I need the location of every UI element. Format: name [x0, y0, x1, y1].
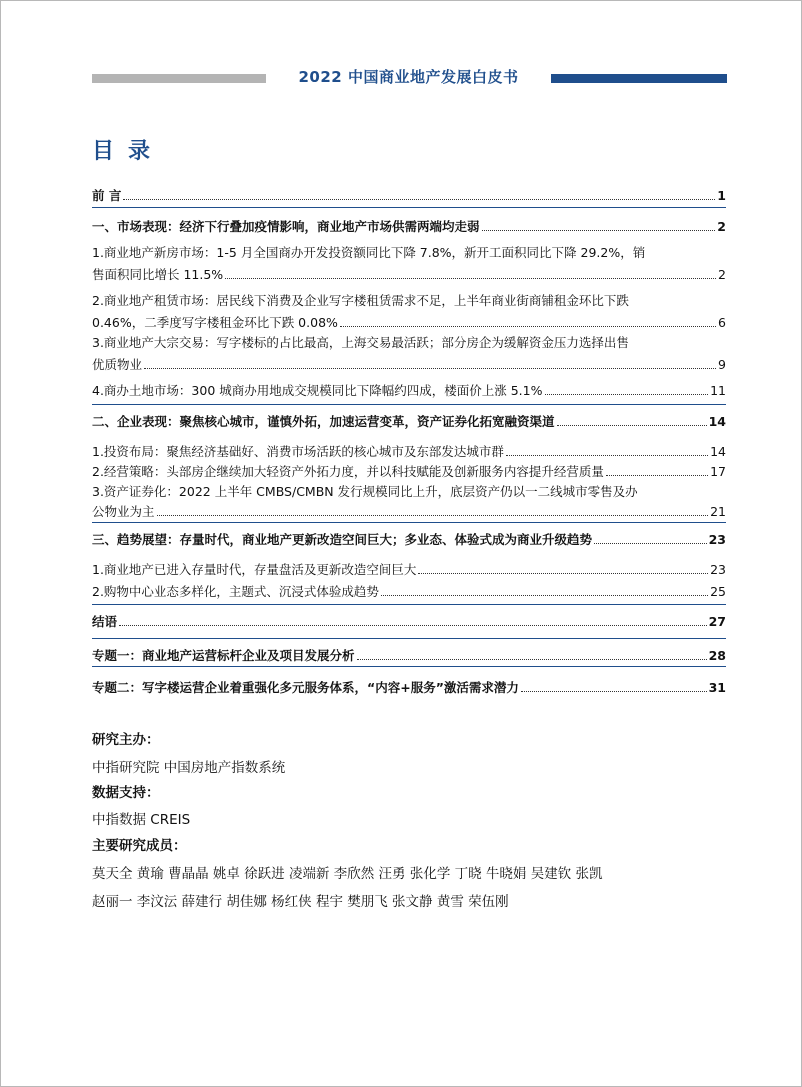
toc-entry-label: 专题一：商业地产运营标杆企业及项目发展分析	[92, 648, 355, 663]
header-gray-bar	[92, 74, 266, 83]
page-header	[0, 0, 802, 100]
toc-entry-label: 0.46%，二季度写字楼租金环比下跌 0.08%	[92, 315, 338, 330]
toc-entry-2-1[interactable]	[92, 438, 726, 460]
toc-entry-page: 28	[708, 648, 726, 663]
dot-leader	[225, 278, 716, 279]
host-label: 研究主办：	[92, 732, 160, 748]
toc-section-topic-1	[92, 638, 726, 667]
toc-entry-page: 2	[718, 267, 726, 282]
toc-entry-label: 一、市场表现：经济下行叠加疫情影响，商业地产市场供需两端均走弱	[92, 219, 480, 234]
toc-entry-label: 2.购物中心业态多样化，主题式、沉浸式体验成趋势	[92, 584, 379, 599]
dot-leader	[157, 515, 709, 516]
toc-entry-page: 23	[710, 562, 726, 577]
toc-entry-page: 21	[710, 504, 726, 519]
toc-entry-page: 23	[708, 532, 726, 547]
toc-entry-label: 三、趋势展望：存量时代，商业地产更新改造空间巨大；多业态、体验式成为商业升级趋势	[92, 532, 593, 547]
members-line-2: 赵丽一 李汶沄 薛建行 胡佳娜 杨红侠 程宇 樊朋飞 张文静 黄雪 荣伍刚	[92, 894, 509, 910]
toc-entry-3-1[interactable]	[92, 556, 726, 578]
toc-entry-page: 11	[710, 383, 726, 398]
toc-entry-1-3-line1[interactable]: 3.商业地产大宗交易：写字楼标的占比最高，上海交易最活跃；部分房企为缓解资金压力选择出售	[92, 335, 629, 350]
toc-entry-page: 27	[708, 614, 726, 629]
toc-entry-section-1[interactable]	[92, 213, 726, 235]
toc-title: 目录	[92, 139, 165, 164]
toc-section-topic-2	[92, 666, 726, 696]
toc-section-preface	[92, 182, 726, 208]
host-value: 中指研究院 中国房地产指数系统	[92, 760, 286, 776]
dot-leader	[521, 691, 707, 692]
toc-entry-label: 1.投资布局：聚焦经济基础好、消费市场活跃的核心城市及东部发达城市群	[92, 444, 504, 459]
toc-entry-1-1[interactable]	[92, 261, 726, 283]
toc-entry-section-3[interactable]	[92, 526, 726, 548]
toc-entry-page: 31	[708, 680, 726, 695]
members-line-1: 莫天全 黄瑜 曹晶晶 姚卓 徐跃进 凌端新 李欣然 汪勇 张化学 丁晓 牛晓娟 吴建钦 张凯	[92, 866, 603, 882]
toc-entry-page: 14	[708, 414, 726, 429]
toc-entry-3-2[interactable]	[92, 578, 726, 600]
toc-entry-preface[interactable]	[92, 182, 726, 204]
toc-entry-label: 售面积同比增长 11.5%	[92, 267, 224, 282]
toc-entry-2-2[interactable]	[92, 458, 726, 480]
toc-entry-page: 25	[710, 584, 726, 599]
toc-entry-page: 6	[718, 315, 726, 330]
toc-entry-page: 17	[710, 464, 726, 479]
dot-leader	[418, 573, 708, 574]
dot-leader	[506, 455, 708, 456]
toc-entry-label: 公物业为主	[92, 504, 155, 519]
toc-entry-topic-2[interactable]	[92, 674, 726, 696]
toc-entry-page: 14	[710, 444, 726, 459]
report-title: 2022 中国商业地产发展白皮书	[298, 68, 519, 86]
dot-leader	[123, 199, 715, 200]
toc-entry-1-3[interactable]	[92, 351, 726, 373]
data-support-value: 中指数据 CREIS	[92, 812, 191, 828]
dot-leader	[606, 475, 708, 476]
toc-section-1	[92, 207, 726, 405]
toc-entry-label: 2.经营策略：头部房企继续加大轻资产外拓力度，并以科技赋能及创新服务内容提升经营质量	[92, 464, 604, 479]
toc-entry-label: 1.商业地产已进入存量时代，存量盘活及更新改造空间巨大	[92, 562, 417, 577]
toc-entry-2-3[interactable]	[92, 498, 726, 520]
dot-leader	[594, 543, 707, 544]
toc-section-conclusion	[92, 604, 726, 639]
toc-entry-1-2-line1[interactable]: 2.商业地产租赁市场：居民线下消费及企业写字楼租赁需求不足，上半年商业街商铺租金环比下跌	[92, 293, 629, 308]
toc-entry-page: 1	[717, 188, 726, 203]
toc-entry-label: 优质物业	[92, 357, 143, 372]
dot-leader	[340, 326, 716, 327]
toc-entry-page: 2	[717, 219, 726, 234]
members-label: 主要研究成员：	[92, 838, 187, 854]
toc-entry-1-2[interactable]	[92, 309, 726, 331]
toc-entry-1-4[interactable]	[92, 377, 726, 399]
toc-entry-conclusion[interactable]	[92, 608, 726, 630]
toc-entry-label: 结语	[92, 614, 118, 629]
data-support-label: 数据支持：	[92, 785, 160, 801]
toc-section-2	[92, 404, 726, 523]
dot-leader	[144, 368, 716, 369]
dot-leader	[357, 659, 707, 660]
header-blue-bar	[551, 74, 727, 83]
toc-entry-section-2[interactable]	[92, 408, 726, 430]
toc-entry-label: 专题二：写字楼运营企业着重强化多元服务体系，“内容+服务”激活需求潜力	[92, 680, 519, 695]
toc-entry-topic-1[interactable]	[92, 642, 726, 664]
toc-entry-label: 前 言	[92, 188, 122, 203]
toc-entry-2-3-line1[interactable]: 3.资产证券化：2022 上半年 CMBS/CMBN 发行规模同比上升，底层资产仍以一二线城市零售及办	[92, 484, 638, 499]
dot-leader	[119, 625, 707, 626]
dot-leader	[381, 595, 708, 596]
toc-entry-1-1-line1[interactable]: 1.商业地产新房市场：1-5 月全国商办开发投资额同比下降 7.8%，新开工面积同比下降 29.2%，销	[92, 245, 646, 260]
toc-section-3	[92, 522, 726, 605]
toc-entry-label: 4.商办土地市场：300 城商办用地成交规模同比下降幅约四成，楼面价上涨 5.1%	[92, 383, 543, 398]
dot-leader	[482, 230, 716, 231]
dot-leader	[545, 394, 709, 395]
toc-entry-label: 二、企业表现：聚焦核心城市，谨慎外拓，加速运营变革，资产证券化拓宽融资渠道	[92, 414, 555, 429]
dot-leader	[557, 425, 707, 426]
toc-entry-page: 9	[718, 357, 726, 372]
